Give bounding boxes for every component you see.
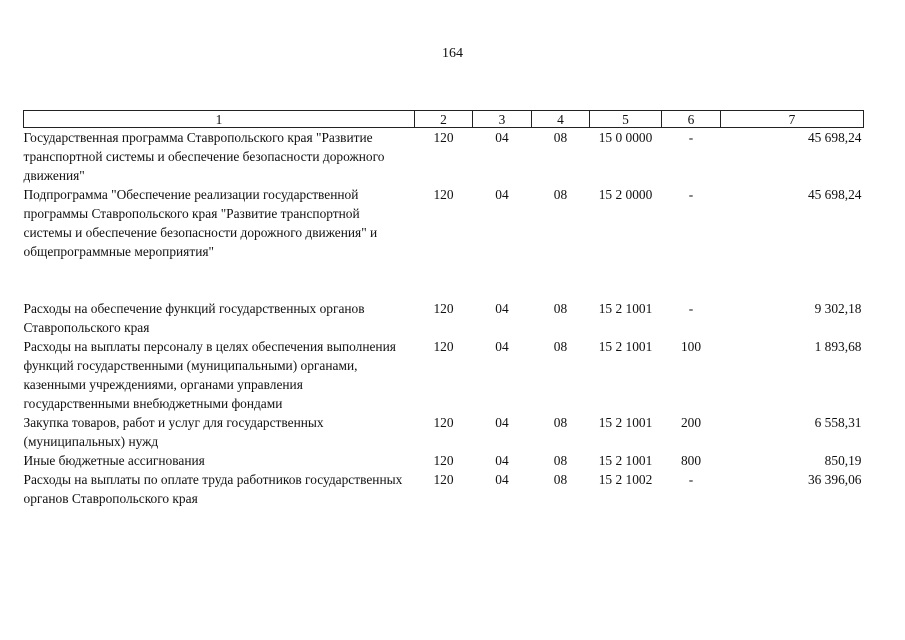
row-code-5: 15 2 1001 xyxy=(598,339,653,354)
column-header: 2 xyxy=(415,111,473,128)
row-code-6: 800 xyxy=(680,453,702,468)
row-amount: 45 698,24 xyxy=(807,187,862,202)
table-row xyxy=(24,128,864,186)
row-code-4: 08 xyxy=(553,415,568,430)
row-code-4: 08 xyxy=(553,130,568,145)
table-row xyxy=(24,337,864,413)
row-code-5: 15 2 1001 xyxy=(598,453,653,468)
row-code-5: 15 2 1002 xyxy=(598,472,653,487)
column-header: 5 xyxy=(590,111,662,128)
row-code-5: 15 2 1001 xyxy=(598,301,653,316)
row-code-2: 120 xyxy=(433,472,454,487)
table-row xyxy=(24,185,864,299)
column-header: 7 xyxy=(721,111,864,128)
table-row xyxy=(24,413,864,451)
row-name: Расходы на выплаты по оплате труда работников государственных органов Ставропольского края xyxy=(23,472,403,506)
table-header-row xyxy=(24,111,864,128)
row-code-2: 120 xyxy=(433,339,454,354)
column-header: 4 xyxy=(532,111,590,128)
row-name: Государственная программа Ставропольского края "Развитие транспортной системы и обеспечение безопасности дорожного движения" xyxy=(23,130,385,183)
row-code-3: 04 xyxy=(495,187,509,202)
row-code-4: 08 xyxy=(553,339,568,354)
row-amount: 36 396,06 xyxy=(807,472,862,487)
row-amount: 1 893,68 xyxy=(814,339,862,354)
row-name: Расходы на выплаты персоналу в целях обеспечения выполнения функций государственными (муниципальными) органами, казенными учреждениями, органами управления государственными внебюджетными фондами xyxy=(23,339,396,411)
row-code-6: - xyxy=(688,301,694,316)
row-amount: 9 302,18 xyxy=(814,301,862,316)
budget-table xyxy=(23,110,864,508)
row-code-3: 04 xyxy=(495,339,509,354)
row-code-4: 08 xyxy=(553,453,568,468)
row-name: Расходы на обеспечение функций государственных органов Ставропольского края xyxy=(23,301,365,335)
row-amount: 45 698,24 xyxy=(807,130,862,145)
row-code-2: 120 xyxy=(433,453,454,468)
row-code-6: 100 xyxy=(680,339,702,354)
row-name: Закупка товаров, работ и услуг для государственных (муниципальных) нужд xyxy=(23,415,324,449)
row-code-3: 04 xyxy=(495,130,509,145)
row-code-6: - xyxy=(688,472,694,487)
column-header: 6 xyxy=(662,111,721,128)
table-row xyxy=(24,451,864,470)
page-number: 164 xyxy=(442,46,463,61)
row-code-5: 15 2 0000 xyxy=(598,187,653,202)
row-code-2: 120 xyxy=(433,415,454,430)
row-amount: 850,19 xyxy=(824,453,862,468)
row-code-3: 04 xyxy=(495,472,509,487)
column-header: 3 xyxy=(473,111,532,128)
row-code-5: 15 2 1001 xyxy=(598,415,653,430)
row-name: Подпрограмма "Обеспечение реализации государственной программы Ставропольского края "Развитие транспортной системы и обеспечение безопасности дорожного движения" и общепрограммные мероприятия" xyxy=(23,187,378,259)
row-name: Иные бюджетные ассигнования xyxy=(23,453,205,468)
row-code-6: - xyxy=(688,130,694,145)
table-row xyxy=(24,470,864,508)
row-code-4: 08 xyxy=(553,187,568,202)
row-code-6: 200 xyxy=(680,415,702,430)
row-code-4: 08 xyxy=(553,301,568,316)
row-amount: 6 558,31 xyxy=(814,415,862,430)
column-header: 1 xyxy=(24,111,415,128)
row-code-3: 04 xyxy=(495,415,509,430)
row-code-2: 120 xyxy=(433,130,454,145)
table-row xyxy=(24,299,864,337)
row-code-3: 04 xyxy=(495,453,509,468)
row-code-4: 08 xyxy=(553,472,568,487)
row-code-5: 15 0 0000 xyxy=(598,130,653,145)
row-code-2: 120 xyxy=(433,187,454,202)
row-code-6: - xyxy=(688,187,694,202)
row-code-3: 04 xyxy=(495,301,509,316)
row-code-2: 120 xyxy=(433,301,454,316)
